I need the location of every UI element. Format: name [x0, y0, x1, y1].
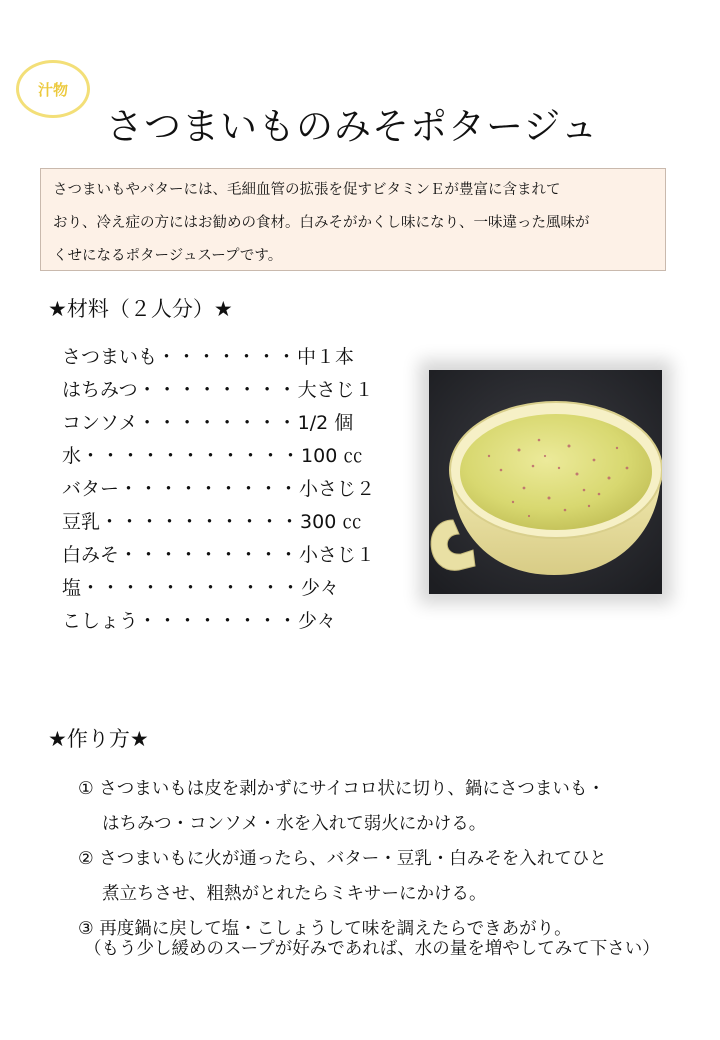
ingredients-heading: ★材料（２人分）★	[48, 297, 233, 321]
ingredient-amount: 小さじ２	[299, 478, 376, 500]
leader-dots: ・・・・・・・・・・・	[81, 445, 302, 467]
ingredient-name: バター	[62, 478, 120, 500]
ingredient-name: 水	[62, 445, 82, 467]
ingredient-name: 豆乳	[62, 511, 101, 533]
ingredient-amount: 少々	[301, 577, 340, 599]
ingredient-row	[62, 605, 375, 638]
ingredient-amount: 100 ㏄	[301, 445, 363, 467]
leader-dots: ・・・・・・・	[157, 346, 298, 368]
leader-dots: ・・・・・・・・・・・	[81, 577, 302, 599]
intro-line: さつまいもやバターには、毛細血管の拡張を促すビタミンＥが豊富に含まれて	[53, 182, 561, 198]
leader-dots: ・・・・・・・・・	[119, 544, 300, 566]
ingredient-list	[62, 341, 375, 638]
ingredient-row	[62, 440, 375, 473]
soup-cup-illustration	[429, 370, 662, 594]
ingredient-row	[62, 374, 375, 407]
category-badge	[16, 60, 90, 118]
step-continuation: はちみつ・コンソメ・水を入れて弱火にかける。	[102, 814, 487, 834]
recipe-title: さつまいものみそポタージュ	[106, 105, 599, 148]
ingredient-name: こしょう	[62, 610, 139, 632]
step-text: ② さつまいもに火が通ったら、バター・豆乳・白みそを入れてひと	[78, 849, 607, 869]
soup-photo	[429, 370, 662, 594]
ingredient-amount: 少々	[298, 610, 337, 632]
step-text: ③ 再度鍋に戻して塩・こしょうして味を調えたらできあがり。	[78, 919, 572, 939]
ingredient-amount: 中１本	[297, 346, 355, 368]
ingredient-amount: 1/2 個	[297, 412, 354, 434]
leader-dots: ・・・・・・・・・・	[100, 511, 301, 533]
ingredient-name: 塩	[62, 577, 82, 599]
ingredient-row	[62, 506, 375, 539]
ingredient-row	[62, 407, 375, 440]
method-heading: ★作り方★	[48, 727, 149, 751]
ingredient-row	[62, 572, 375, 605]
ingredient-name: はちみつ	[62, 379, 138, 401]
leader-dots: ・・・・・・・・	[138, 610, 299, 632]
leader-dots: ・・・・・・・・	[137, 412, 298, 434]
category-badge-label: 汁物	[37, 80, 68, 99]
step-text: ① さつまいもは皮を剥かずにサイコロ状に切り、鍋にさつまいも・	[78, 779, 605, 799]
ingredient-row	[62, 539, 375, 572]
intro-box	[40, 168, 666, 271]
ingredient-amount: 300 ㏄	[300, 511, 362, 533]
method-steps	[78, 772, 607, 947]
ingredient-name: コンソメ	[62, 412, 138, 434]
ingredient-name: 白みそ	[62, 544, 120, 566]
ingredient-amount: 小さじ１	[299, 544, 376, 566]
intro-line: おり、冷え症の方にはお勧めの食材。白みそがかくし味になり、一味違った風味が	[53, 215, 590, 231]
leader-dots: ・・・・・・・・	[137, 379, 298, 401]
ingredient-name: さつまいも	[62, 346, 158, 368]
intro-line: くせになるポタージュスープです。	[53, 248, 283, 264]
ingredient-amount: 大さじ１	[297, 379, 374, 401]
leader-dots: ・・・・・・・・・	[119, 478, 300, 500]
footnote: （もう少し緩めのスープが好みであれば、水の量を増やしてみて下さい）	[84, 939, 660, 959]
ingredient-row	[62, 341, 375, 374]
step-continuation: 煮立ちさせ、粗熱がとれたらミキサーにかける。	[102, 884, 487, 904]
ingredient-row	[62, 473, 375, 506]
